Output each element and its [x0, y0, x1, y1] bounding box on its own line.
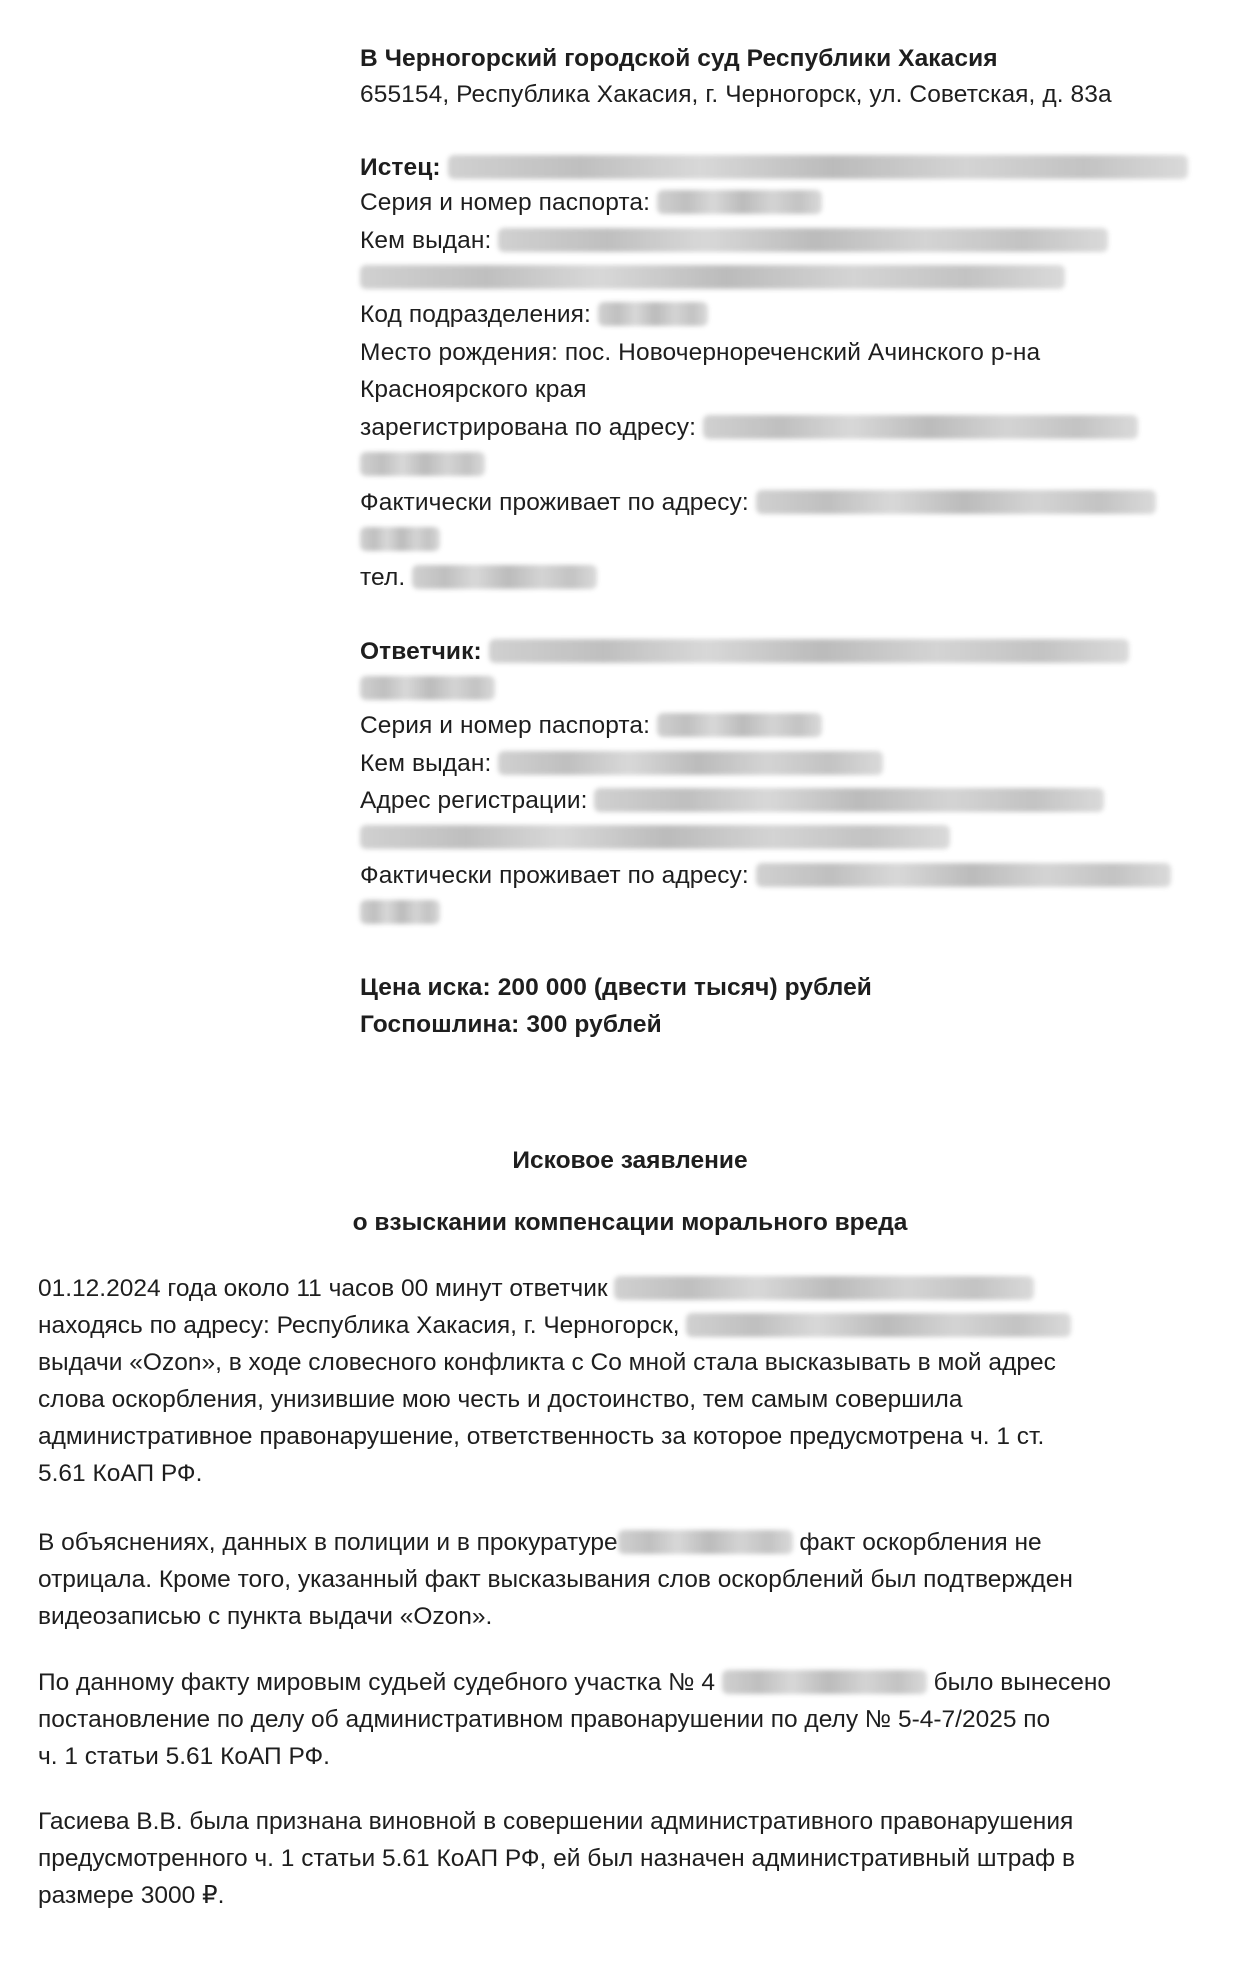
registered-label: зарегистрирована по адресу: [360, 414, 696, 441]
paragraph-3-line: постановление по делу об административном правонарушении по делу № 5-4-7/2025 по [38, 1706, 1051, 1733]
redacted-passport [657, 190, 822, 214]
defendant-registration-row [360, 786, 1104, 816]
redacted-name [448, 155, 1188, 179]
plaintiff-birthplace: Место рождения: пос. Новочернореченский Ачинского р-на [360, 339, 1041, 366]
redacted-actual [756, 490, 1156, 514]
defendant-passport-label: Серия и номер паспорта: [360, 712, 651, 739]
redacted-defendant-issued [498, 751, 883, 775]
paragraph-1-line: 5.61 КоАП РФ. [38, 1460, 203, 1487]
paragraph-3-line [38, 1664, 1238, 1701]
plaintiff-issued-cont [360, 263, 1065, 293]
court-address: 655154, Республика Хакасия, г. Черногорск, ул. Советская, д. 83а [360, 81, 1112, 108]
plaintiff-row [360, 153, 1188, 183]
defendant-registration-cont [360, 823, 950, 853]
paragraph-text: было вынесено [933, 1669, 1112, 1696]
redacted-name-ref [618, 1530, 793, 1554]
paragraph-1-line [38, 1307, 1238, 1344]
defendant-actual-row [360, 861, 1171, 891]
redacted-defendant-ref [614, 1276, 1034, 1300]
defendant-issued-row [360, 749, 883, 779]
paragraph-text: В объяснениях, данных в полиции и в прокуратуре [38, 1529, 618, 1556]
paragraph-4 [38, 1803, 1238, 1914]
paragraph-1-line: слова оскорбления, унизившие мою честь и достоинство, тем самым совершила [38, 1386, 963, 1413]
paragraph-1 [38, 1270, 1238, 1492]
defendant-actual-label: Фактически проживает по адресу: [360, 862, 749, 889]
plaintiff-registered-row [360, 413, 1138, 443]
document-subtitle: о взыскании компенсации морального вреда [352, 1209, 908, 1236]
paragraph-3 [38, 1664, 1238, 1775]
defendant-registration-label: Адрес регистрации: [360, 787, 588, 814]
paragraph-1-line: административное правонарушение, ответственность за которое предусмотрена ч. 1 ст. [38, 1423, 1045, 1450]
plaintiff-birthplace-cont: Красноярского края [360, 376, 587, 403]
claim-fee: Госпошлина: 300 рублей [360, 1011, 662, 1038]
defendant-passport-row [360, 711, 822, 741]
redacted-defendant-name [489, 639, 1129, 663]
plaintiff-passport-row [360, 188, 822, 218]
division-label: Код подразделения: [360, 301, 591, 328]
paragraph-2 [38, 1524, 1238, 1635]
plaintiff-registered-cont [360, 450, 485, 480]
redacted-issued-cont [360, 265, 1065, 289]
paragraph-1-line: выдачи «Ozon», в ходе словесного конфликта с Со мной стала высказывать в мой адрес [38, 1349, 1056, 1376]
paragraph-2-line: отрицала. Кроме того, указанный факт высказывания слов оскорблений был подтвержден [38, 1566, 1073, 1593]
paragraph-text: По данному факту мировым судьей судебного участка № 4 [38, 1669, 715, 1696]
redacted-defendant-registration [594, 788, 1104, 812]
paragraph-1-line [38, 1270, 1238, 1307]
redacted-actual-cont [360, 527, 440, 551]
redacted-defendant-name-cont [360, 676, 495, 700]
redacted-defendant-actual [756, 863, 1171, 887]
issued-label: Кем выдан: [360, 227, 492, 254]
redacted-division [598, 302, 708, 326]
plaintiff-division-row [360, 300, 708, 330]
plaintiff-issued-row [360, 226, 1108, 256]
redacted-issued [498, 228, 1108, 252]
defendant-issued-label: Кем выдан: [360, 750, 492, 777]
defendant-title: Ответчик: [360, 638, 482, 665]
defendant-actual-cont [360, 898, 440, 928]
redacted-judge-ref [722, 1670, 927, 1694]
paragraph-4-line: Гасиева В.В. была признана виновной в совершении административного правонарушения [38, 1808, 1074, 1835]
redacted-defendant-actual-cont [360, 900, 440, 924]
redacted-address-ref [686, 1313, 1071, 1337]
plaintiff-actual-row [360, 488, 1156, 518]
plaintiff-title: Истец: [360, 154, 441, 181]
redacted-registered-cont [360, 452, 485, 476]
plaintiff-actual-cont [360, 525, 440, 555]
claim-price: Цена иска: 200 000 (двести тысяч) рублей [360, 974, 872, 1001]
paragraph-3-line: ч. 1 статьи 5.61 КоАП РФ. [38, 1743, 330, 1770]
plaintiff-phone-row [360, 563, 597, 593]
paragraph-text: 01.12.2024 года около 11 часов 00 минут ответчик [38, 1275, 608, 1302]
actual-label: Фактически проживает по адресу: [360, 489, 749, 516]
redacted-defendant-registration-cont [360, 825, 950, 849]
court-name: В Черногорский городской суд Республики Хакасия [360, 45, 998, 72]
paragraph-text: находясь по адресу: Республика Хакасия, г. Черногорск, [38, 1312, 680, 1339]
paragraph-2-line [38, 1524, 1238, 1561]
redacted-phone [412, 565, 597, 589]
paragraph-2-line: видеозаписью с пункта выдачи «Ozon». [38, 1603, 493, 1630]
paragraph-4-line: предусмотренного ч. 1 статьи 5.61 КоАП РФ, ей был назначен административный штраф в [38, 1845, 1076, 1872]
defendant-row [360, 637, 1129, 667]
redacted-registered [703, 415, 1138, 439]
paragraph-text: факт оскорбления не [799, 1529, 1042, 1556]
document-title: Исковое заявление [512, 1147, 748, 1174]
passport-label: Серия и номер паспорта: [360, 189, 651, 216]
redacted-defendant-passport [657, 713, 822, 737]
paragraph-4-line: размере 3000 ₽. [38, 1882, 225, 1909]
phone-label: тел. [360, 564, 406, 591]
defendant-name-cont [360, 674, 495, 704]
